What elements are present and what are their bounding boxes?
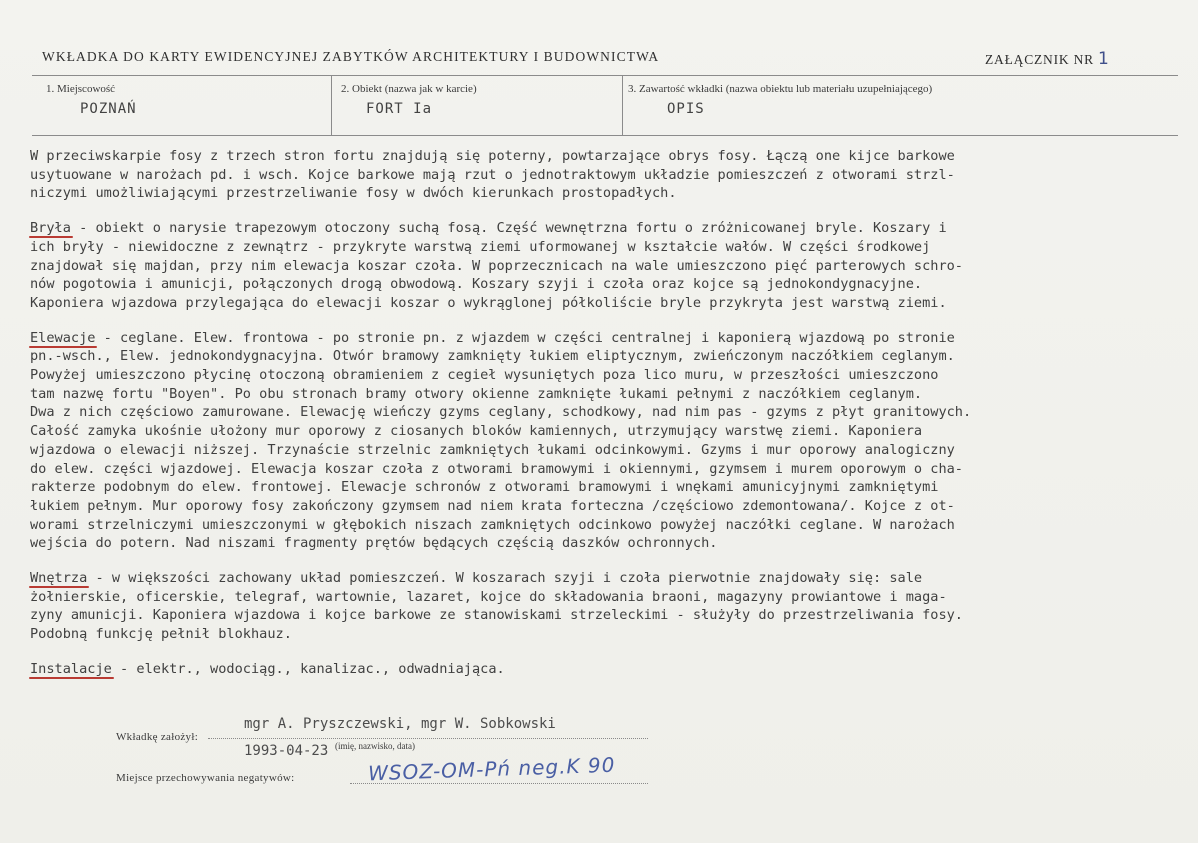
text-line: Kaponiera wjazdowa przylegająca do elewacji koszar o wykrąglonej półkoliście bryle przykryta jest warstwą ziemi. xyxy=(30,294,947,311)
text-line: usytuowane w narożach pd. i wsch. Kojce barkowe mają rzut o jednotraktowym układzie pomieszczeń z otworami strzl- xyxy=(30,166,955,183)
text-line xyxy=(30,219,1180,238)
date-value: 1993-04-23 xyxy=(244,743,329,759)
line-rest: - w większości zachowany układ pomieszczeń. W koszarach szyji i czoła pierwotnie znajdowały się: sale xyxy=(87,570,923,587)
author-dotted-line xyxy=(208,738,648,739)
text-line: Całość zamyka ukośnie ułożony mur oporowy z ciosanych bloków kamiennych, utrzymujący warstwę ziemi. Kaponiera xyxy=(30,423,923,440)
contents-label: 3. Zawartość wkładki (nazwa obiektu lub materiału uzupełniającego) xyxy=(628,83,933,95)
locality-label: 1. Miejscowość xyxy=(46,83,116,95)
text-line xyxy=(30,329,1180,348)
paragraph-elevations xyxy=(30,329,1180,553)
author-value: mgr A. Pryszczewski, mgr W. Sobkowski xyxy=(244,716,556,732)
text-line: worami strzelniczymi umieszczonymi w głębokich niszach zamkniętych odcinkowo powyżej naczółki ceglane. W narożach xyxy=(30,516,955,533)
author-label: Wkładkę założył: xyxy=(116,731,199,743)
name-date-hint: (imię, nazwisko, data) xyxy=(335,741,415,751)
text-line: niczymi umożliwiającymi przestrzeliwanie fosy w dwóch kierunkach prostopadłych. xyxy=(30,185,677,202)
paragraph-installations xyxy=(30,660,1180,679)
field-divider xyxy=(331,76,332,135)
line-rest: - ceglane. Elew. frontowa - po stronie pn. z wjazdem w części centralnej i kaponierą wjazdową po stronie xyxy=(95,329,955,346)
text-line: W przeciwskarpie fosy z trzech stron fortu znajdują się poterny, powtarzające obrys fosy. Łączą one kijce barkowe xyxy=(30,148,955,164)
text-line: nów pogotowia i amunicji, połączonych drogą obwodową. Koszary szyji i czoła oraz kojce są jednokondygnacyjne. xyxy=(30,276,923,293)
text-line: tam nazwę fortu "Boyen". Po obu stronach bramy otwory okienne zamknięte łukami pełnymi z naczółkiem ceglanym. xyxy=(30,385,923,402)
section-keyword: Elewacje xyxy=(30,329,96,346)
paragraph-massing xyxy=(30,219,1180,313)
field-divider xyxy=(622,76,623,135)
line-rest: - obiekt o narysie trapezowym otoczony suchą fosą. Część wewnętrzna fortu o zróżnicowanej bryle. Koszary i xyxy=(70,220,947,237)
text-line: Powyżej umieszczono płycinę otoczoną obramieniem z cegieł wysuniętych poza lico muru, w przeszłości umieszczono xyxy=(30,367,939,384)
text-line: do elew. części wjazdowej. Elewacja koszar czoła z otworami bramowymi i okiennymi, gzymsem i murem oporowym o cha- xyxy=(30,460,963,477)
annex-label: ZAŁĄCZNIK NR xyxy=(985,52,1094,67)
description-body xyxy=(30,147,1180,695)
section-keyword: Wnętrza xyxy=(30,570,88,587)
header-top-rule xyxy=(32,75,1178,76)
paragraph-interiors xyxy=(30,569,1180,644)
locality-value: POZNAŃ xyxy=(80,101,137,117)
text-line xyxy=(30,569,1180,588)
text-line: żołnierskie, oficerskie, telegraf, wartownie, lazaret, kojce do składowania braoni, magazyny prowiantowe i maga- xyxy=(30,588,947,605)
text-line: Podobną funkcję pełnił blokhauz. xyxy=(30,626,292,643)
text-line: zyny amunicji. Kaponiera wjazdowa i kojce barkowe ze stanowiskami strzeleckimi - służyły do przestrzeliwania fosy. xyxy=(30,607,963,624)
contents-value: OPIS xyxy=(667,101,705,117)
object-value: FORT Ia xyxy=(366,101,433,117)
annex-number: 1 xyxy=(1097,49,1110,69)
negatives-handwritten-signature: WSOZ-OM-Pń neg.K 90 xyxy=(367,752,616,786)
text-line: ich bryły - niewidoczne z zewnątrz - przykryte warstwą ziemi uformowanej w kształcie wałów. W części środkowej xyxy=(30,238,931,255)
section-keyword: Instalacje xyxy=(30,660,112,677)
object-label: 2. Obiekt (nazwa jak w karcie) xyxy=(341,83,477,95)
negatives-label: Miejsce przechowywania negatywów: xyxy=(116,772,295,784)
section-keyword: Bryła xyxy=(30,220,71,237)
header-bottom-rule xyxy=(32,135,1178,136)
text-line: rakterze podobnym do elew. frontowej. Elewacje schronów z otworami bramowymi i wnękami amunicyjnymi zamkniętymi xyxy=(30,479,939,496)
card-title: WKŁADKA DO KARTY EWIDENCYJNEJ ZABYTKÓW ARCHITEKTURY I BUDOWNICTWA xyxy=(42,49,660,64)
text-line: Dwa z nich częściowo zamurowane. Elewację wieńczy gzyms ceglany, schodkowy, nad nim pas - gzyms z płyt granitowych. xyxy=(30,404,972,421)
annex-label-group xyxy=(985,49,1110,69)
line-rest: - elektr., wodociąg., kanalizac., odwadniająca. xyxy=(111,660,505,677)
text-line: wjazdowa o elewacji niższej. Trzynaście strzelnic zamkniętych łukami odcinkowymi. Gzyms i mur oporowy analogiczny xyxy=(30,441,955,458)
text-line: wejścia do potern. Nad niszami fragmenty prętów będących częścią daszków ochronnych. xyxy=(30,535,718,552)
paragraph-casemates xyxy=(30,147,1180,203)
text-line xyxy=(30,660,1180,679)
text-line: łukiem pełnym. Mur oporowy fosy zakończony gzymsem nad niem krata forteczna /częściowo zdemontowana/. Kojce z ot- xyxy=(30,497,955,514)
text-line: pn.-wsch., Elew. jednokondygnacyjna. Otwór bramowy zamknięty łukiem eliptycznym, zwieńczonym naczółkiem ceglanym. xyxy=(30,348,955,365)
text-line: znajdował się majdan, przy nim elewacja koszar czoła. W poprzecznicach na wale umieszczono pięć parterowych schro- xyxy=(30,257,963,274)
